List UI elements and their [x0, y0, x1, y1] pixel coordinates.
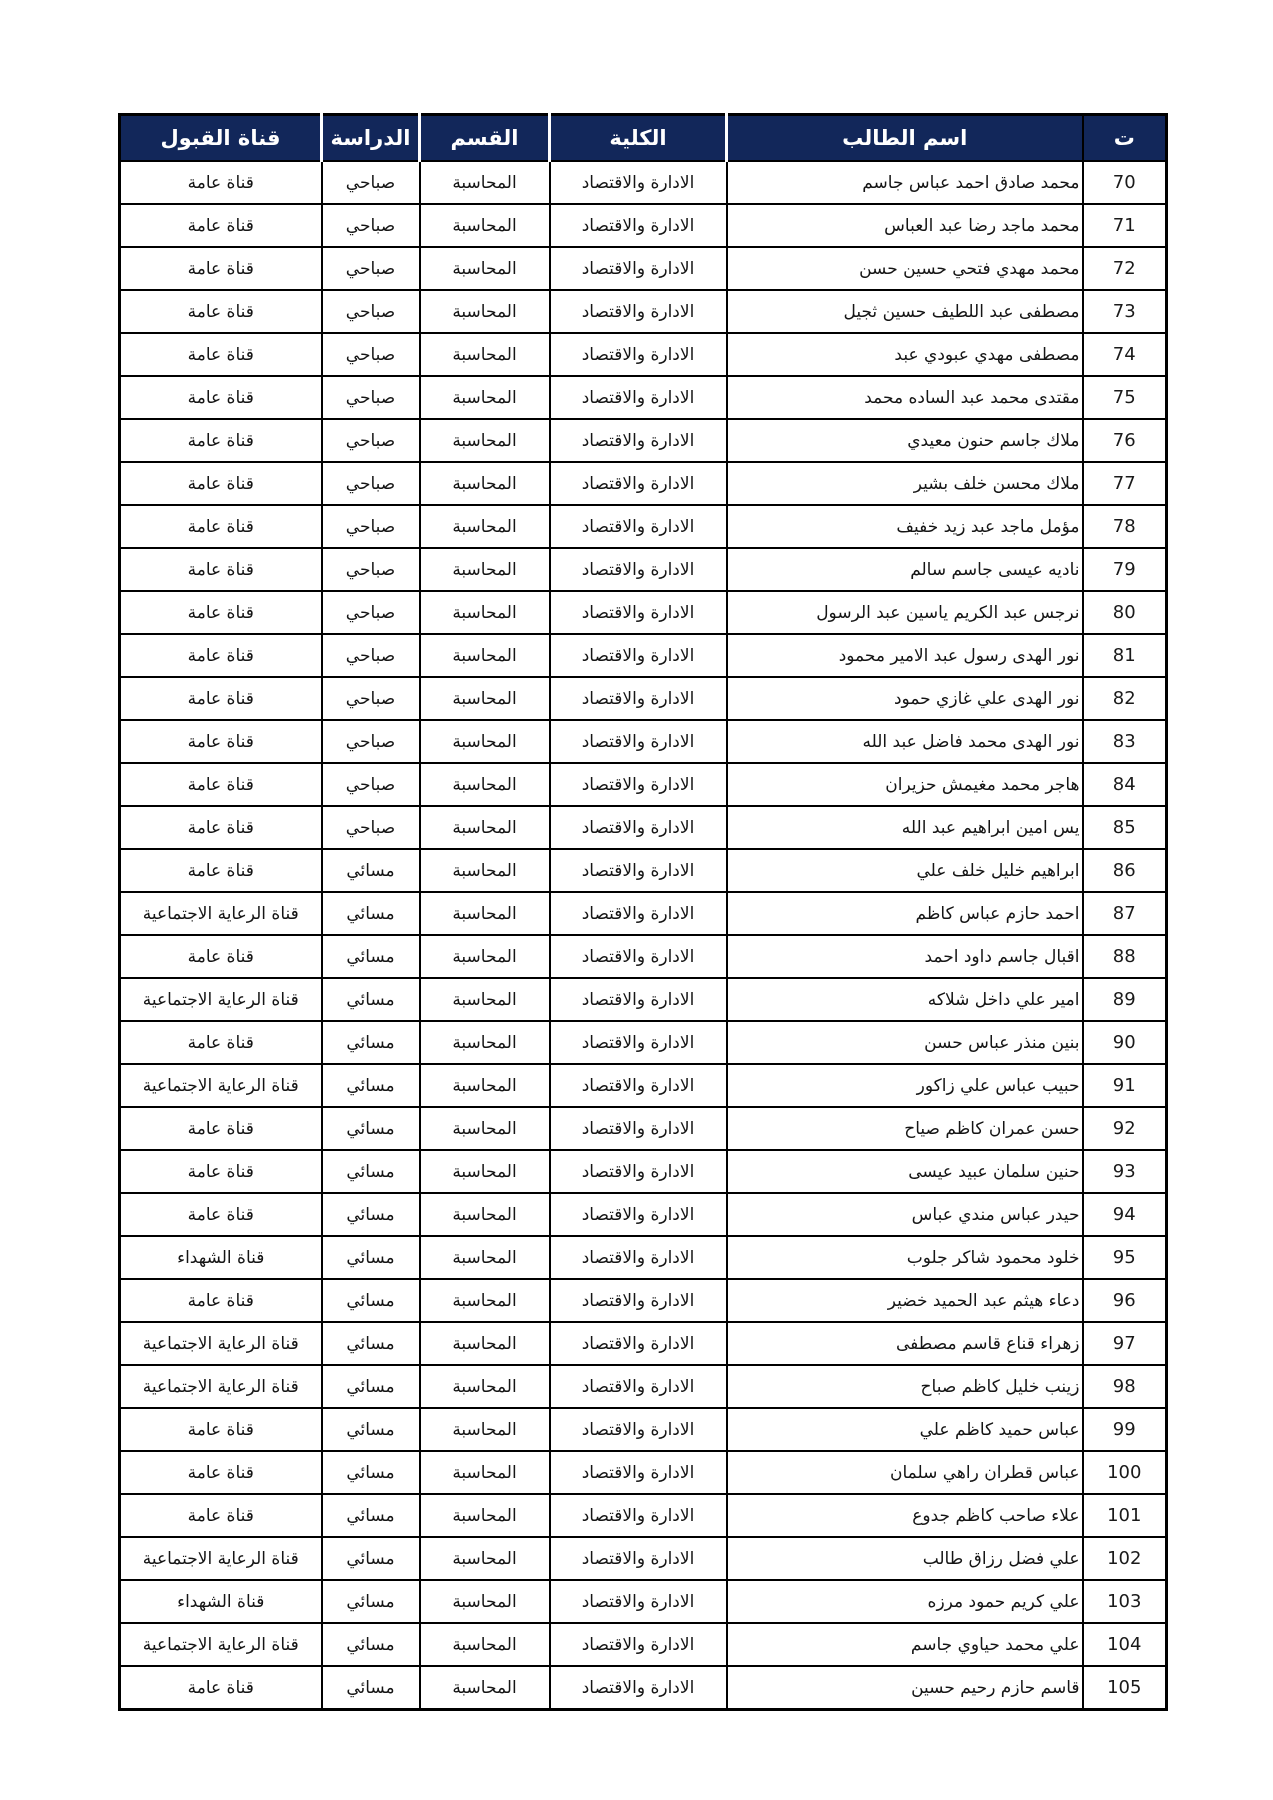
cell-study: مسائي	[322, 1107, 420, 1150]
table-row	[120, 978, 1167, 1021]
table-row	[120, 1408, 1167, 1451]
cell-study: صباحي	[322, 763, 420, 806]
cell-college: الادارة والاقتصاد	[550, 1666, 727, 1710]
cell-college: الادارة والاقتصاد	[550, 1236, 727, 1279]
cell-no: 95	[1083, 1236, 1167, 1279]
cell-study: مسائي	[322, 1322, 420, 1365]
cell-department: المحاسبة	[420, 204, 550, 247]
table-row	[120, 1236, 1167, 1279]
cell-admission-channel: قناة عامة	[120, 376, 322, 419]
cell-study: مسائي	[322, 978, 420, 1021]
cell-no: 96	[1083, 1279, 1167, 1322]
cell-college: الادارة والاقتصاد	[550, 333, 727, 376]
cell-college: الادارة والاقتصاد	[550, 1365, 727, 1408]
cell-student-name: ملاك جاسم حنون معيدي	[727, 419, 1083, 462]
cell-admission-channel: قناة عامة	[120, 1193, 322, 1236]
cell-college: الادارة والاقتصاد	[550, 1193, 727, 1236]
cell-study: مسائي	[322, 1279, 420, 1322]
cell-no: 105	[1083, 1666, 1167, 1710]
cell-study: صباحي	[322, 634, 420, 677]
cell-student-name: حنين سلمان عبيد عيسى	[727, 1150, 1083, 1193]
cell-department: المحاسبة	[420, 1107, 550, 1150]
cell-student-name: مقتدى محمد عبد الساده محمد	[727, 376, 1083, 419]
cell-study: مسائي	[322, 1537, 420, 1580]
cell-department: المحاسبة	[420, 1021, 550, 1064]
table-row	[120, 1537, 1167, 1580]
cell-study: مسائي	[322, 1236, 420, 1279]
cell-department: المحاسبة	[420, 290, 550, 333]
cell-no: 82	[1083, 677, 1167, 720]
cell-college: الادارة والاقتصاد	[550, 462, 727, 505]
cell-department: المحاسبة	[420, 1666, 550, 1710]
cell-student-name: نرجس عبد الكريم ياسين عبد الرسول	[727, 591, 1083, 634]
cell-study: مسائي	[322, 1365, 420, 1408]
cell-department: المحاسبة	[420, 505, 550, 548]
cell-admission-channel: قناة الرعاية الاجتماعية	[120, 1064, 322, 1107]
column-header-no: ت	[1083, 115, 1167, 162]
cell-department: المحاسبة	[420, 591, 550, 634]
cell-college: الادارة والاقتصاد	[550, 419, 727, 462]
cell-department: المحاسبة	[420, 1193, 550, 1236]
column-header-department: القسم	[420, 115, 550, 162]
cell-no: 102	[1083, 1537, 1167, 1580]
cell-study: صباحي	[322, 376, 420, 419]
cell-department: المحاسبة	[420, 806, 550, 849]
cell-department: المحاسبة	[420, 462, 550, 505]
cell-department: المحاسبة	[420, 1623, 550, 1666]
cell-admission-channel: قناة عامة	[120, 462, 322, 505]
cell-student-name: مصطفى عبد اللطيف حسين ثجيل	[727, 290, 1083, 333]
cell-no: 91	[1083, 1064, 1167, 1107]
cell-college: الادارة والاقتصاد	[550, 1580, 727, 1623]
cell-department: المحاسبة	[420, 1236, 550, 1279]
cell-student-name: نور الهدى علي غازي حمود	[727, 677, 1083, 720]
cell-no: 89	[1083, 978, 1167, 1021]
cell-admission-channel: قناة عامة	[120, 419, 322, 462]
cell-college: الادارة والاقتصاد	[550, 161, 727, 204]
table-row	[120, 290, 1167, 333]
cell-no: 85	[1083, 806, 1167, 849]
cell-college: الادارة والاقتصاد	[550, 634, 727, 677]
cell-admission-channel: قناة الرعاية الاجتماعية	[120, 1623, 322, 1666]
cell-student-name: قاسم حازم رحيم حسين	[727, 1666, 1083, 1710]
cell-student-name: علي كريم حمود مرزه	[727, 1580, 1083, 1623]
cell-student-name: ابراهيم خليل خلف علي	[727, 849, 1083, 892]
cell-admission-channel: قناة عامة	[120, 634, 322, 677]
cell-student-name: دعاء هيثم عبد الحميد خضير	[727, 1279, 1083, 1322]
cell-student-name: نور الهدى محمد فاضل عبد الله	[727, 720, 1083, 763]
table-row	[120, 849, 1167, 892]
table-row	[120, 806, 1167, 849]
cell-study: مسائي	[322, 1451, 420, 1494]
cell-no: 104	[1083, 1623, 1167, 1666]
cell-student-name: زينب خليل كاظم صباح	[727, 1365, 1083, 1408]
cell-study: مسائي	[322, 1193, 420, 1236]
cell-college: الادارة والاقتصاد	[550, 1279, 727, 1322]
cell-study: مسائي	[322, 849, 420, 892]
cell-student-name: عباس حميد كاظم علي	[727, 1408, 1083, 1451]
cell-no: 90	[1083, 1021, 1167, 1064]
cell-study: مسائي	[322, 1666, 420, 1710]
cell-college: الادارة والاقتصاد	[550, 591, 727, 634]
cell-college: الادارة والاقتصاد	[550, 548, 727, 591]
cell-admission-channel: قناة الرعاية الاجتماعية	[120, 1322, 322, 1365]
cell-student-name: حسن عمران كاظم صياح	[727, 1107, 1083, 1150]
cell-no: 84	[1083, 763, 1167, 806]
cell-no: 79	[1083, 548, 1167, 591]
cell-study: مسائي	[322, 935, 420, 978]
cell-college: الادارة والاقتصاد	[550, 1494, 727, 1537]
cell-admission-channel: قناة الرعاية الاجتماعية	[120, 978, 322, 1021]
cell-department: المحاسبة	[420, 1365, 550, 1408]
cell-student-name: يس امين ابراهيم عبد الله	[727, 806, 1083, 849]
cell-study: صباحي	[322, 290, 420, 333]
cell-student-name: حيدر عباس مندي عباس	[727, 1193, 1083, 1236]
cell-department: المحاسبة	[420, 849, 550, 892]
cell-student-name: مؤمل ماجد عبد زيد خفيف	[727, 505, 1083, 548]
cell-college: الادارة والاقتصاد	[550, 1150, 727, 1193]
cell-study: مسائي	[322, 1408, 420, 1451]
table-row	[120, 1365, 1167, 1408]
cell-student-name: زهراء قناع قاسم مصطفى	[727, 1322, 1083, 1365]
cell-study: صباحي	[322, 161, 420, 204]
cell-study: صباحي	[322, 720, 420, 763]
table-row	[120, 548, 1167, 591]
cell-student-name: بنين منذر عباس حسن	[727, 1021, 1083, 1064]
cell-no: 77	[1083, 462, 1167, 505]
cell-department: المحاسبة	[420, 1279, 550, 1322]
table-row	[120, 591, 1167, 634]
cell-study: صباحي	[322, 204, 420, 247]
table-row	[120, 1193, 1167, 1236]
cell-study: صباحي	[322, 462, 420, 505]
cell-department: المحاسبة	[420, 161, 550, 204]
cell-no: 70	[1083, 161, 1167, 204]
cell-no: 88	[1083, 935, 1167, 978]
cell-admission-channel: قناة عامة	[120, 204, 322, 247]
cell-department: المحاسبة	[420, 419, 550, 462]
cell-no: 86	[1083, 849, 1167, 892]
cell-department: المحاسبة	[420, 1451, 550, 1494]
cell-admission-channel: قناة الرعاية الاجتماعية	[120, 1365, 322, 1408]
cell-college: الادارة والاقتصاد	[550, 978, 727, 1021]
table-row	[120, 720, 1167, 763]
cell-admission-channel: قناة عامة	[120, 333, 322, 376]
cell-admission-channel: قناة عامة	[120, 806, 322, 849]
cell-study: صباحي	[322, 419, 420, 462]
table-row	[120, 677, 1167, 720]
cell-department: المحاسبة	[420, 935, 550, 978]
cell-student-name: امير علي داخل شلاكه	[727, 978, 1083, 1021]
cell-no: 72	[1083, 247, 1167, 290]
cell-department: المحاسبة	[420, 1064, 550, 1107]
table-row	[120, 1279, 1167, 1322]
cell-admission-channel: قناة عامة	[120, 1494, 322, 1537]
cell-no: 92	[1083, 1107, 1167, 1150]
cell-admission-channel: قناة عامة	[120, 677, 322, 720]
cell-college: الادارة والاقتصاد	[550, 892, 727, 935]
cell-no: 76	[1083, 419, 1167, 462]
cell-college: الادارة والاقتصاد	[550, 677, 727, 720]
table-row	[120, 247, 1167, 290]
table-row	[120, 935, 1167, 978]
cell-department: المحاسبة	[420, 1322, 550, 1365]
cell-admission-channel: قناة عامة	[120, 161, 322, 204]
cell-college: الادارة والاقتصاد	[550, 1107, 727, 1150]
table-row	[120, 1107, 1167, 1150]
table-row	[120, 1322, 1167, 1365]
cell-admission-channel: قناة عامة	[120, 849, 322, 892]
cell-no: 73	[1083, 290, 1167, 333]
cell-no: 101	[1083, 1494, 1167, 1537]
cell-study: مسائي	[322, 1021, 420, 1064]
cell-admission-channel: قناة عامة	[120, 935, 322, 978]
cell-college: الادارة والاقتصاد	[550, 849, 727, 892]
cell-admission-channel: قناة عامة	[120, 1451, 322, 1494]
cell-study: مسائي	[322, 1150, 420, 1193]
cell-no: 97	[1083, 1322, 1167, 1365]
cell-study: صباحي	[322, 505, 420, 548]
table-row	[120, 1451, 1167, 1494]
table-row	[120, 462, 1167, 505]
cell-college: الادارة والاقتصاد	[550, 505, 727, 548]
cell-college: الادارة والاقتصاد	[550, 1322, 727, 1365]
cell-department: المحاسبة	[420, 634, 550, 677]
cell-department: المحاسبة	[420, 1150, 550, 1193]
cell-study: صباحي	[322, 806, 420, 849]
cell-student-name: علي محمد حياوي جاسم	[727, 1623, 1083, 1666]
cell-college: الادارة والاقتصاد	[550, 720, 727, 763]
cell-no: 81	[1083, 634, 1167, 677]
table-row	[120, 1150, 1167, 1193]
cell-admission-channel: قناة عامة	[120, 1408, 322, 1451]
table-row	[120, 161, 1167, 204]
column-header-study: الدراسة	[322, 115, 420, 162]
cell-college: الادارة والاقتصاد	[550, 376, 727, 419]
column-header-student-name: اسم الطالب	[727, 115, 1083, 162]
cell-study: مسائي	[322, 1064, 420, 1107]
cell-no: 87	[1083, 892, 1167, 935]
cell-no: 78	[1083, 505, 1167, 548]
table-row	[120, 333, 1167, 376]
cell-college: الادارة والاقتصاد	[550, 1064, 727, 1107]
table-row	[120, 1580, 1167, 1623]
cell-no: 93	[1083, 1150, 1167, 1193]
cell-study: صباحي	[322, 677, 420, 720]
cell-student-name: اقبال جاسم داود احمد	[727, 935, 1083, 978]
table-row	[120, 634, 1167, 677]
table-row	[120, 376, 1167, 419]
cell-college: الادارة والاقتصاد	[550, 806, 727, 849]
cell-student-name: مصطفى مهدي عبودي عبد	[727, 333, 1083, 376]
table-row	[120, 505, 1167, 548]
cell-study: صباحي	[322, 333, 420, 376]
cell-department: المحاسبة	[420, 1494, 550, 1537]
cell-admission-channel: قناة عامة	[120, 1021, 322, 1064]
cell-study: صباحي	[322, 548, 420, 591]
cell-department: المحاسبة	[420, 763, 550, 806]
cell-department: المحاسبة	[420, 1408, 550, 1451]
cell-student-name: احمد حازم عباس كاظم	[727, 892, 1083, 935]
cell-student-name: محمد صادق احمد عباس جاسم	[727, 161, 1083, 204]
cell-admission-channel: قناة عامة	[120, 290, 322, 333]
cell-student-name: ملاك محسن خلف بشير	[727, 462, 1083, 505]
cell-college: الادارة والاقتصاد	[550, 1021, 727, 1064]
cell-admission-channel: قناة عامة	[120, 763, 322, 806]
cell-no: 74	[1083, 333, 1167, 376]
cell-student-name: هاجر محمد مغيمش حزيران	[727, 763, 1083, 806]
cell-admission-channel: قناة عامة	[120, 505, 322, 548]
cell-no: 75	[1083, 376, 1167, 419]
cell-study: مسائي	[322, 892, 420, 935]
cell-study: مسائي	[322, 1494, 420, 1537]
cell-study: مسائي	[322, 1580, 420, 1623]
cell-admission-channel: قناة عامة	[120, 247, 322, 290]
header-row	[120, 115, 1167, 162]
cell-admission-channel: قناة عامة	[120, 1279, 322, 1322]
column-header-admission-channel: قناة القبول	[120, 115, 322, 162]
cell-student-name: خلود محمود شاكر جلوب	[727, 1236, 1083, 1279]
cell-student-name: محمد مهدي فتحي حسين حسن	[727, 247, 1083, 290]
cell-student-name: علاء صاحب كاظم جدوع	[727, 1494, 1083, 1537]
table-body	[120, 161, 1167, 1710]
table-row	[120, 204, 1167, 247]
cell-department: المحاسبة	[420, 1537, 550, 1580]
cell-no: 94	[1083, 1193, 1167, 1236]
cell-department: المحاسبة	[420, 247, 550, 290]
cell-no: 98	[1083, 1365, 1167, 1408]
cell-no: 99	[1083, 1408, 1167, 1451]
cell-no: 100	[1083, 1451, 1167, 1494]
cell-department: المحاسبة	[420, 720, 550, 763]
cell-study: مسائي	[322, 1623, 420, 1666]
cell-department: المحاسبة	[420, 333, 550, 376]
cell-college: الادارة والاقتصاد	[550, 763, 727, 806]
cell-college: الادارة والاقتصاد	[550, 935, 727, 978]
cell-admission-channel: قناة الشهداء	[120, 1580, 322, 1623]
cell-admission-channel: قناة عامة	[120, 548, 322, 591]
cell-study: صباحي	[322, 591, 420, 634]
table-row	[120, 1494, 1167, 1537]
cell-college: الادارة والاقتصاد	[550, 204, 727, 247]
cell-student-name: حبيب عباس علي زاكور	[727, 1064, 1083, 1107]
cell-college: الادارة والاقتصاد	[550, 1451, 727, 1494]
cell-department: المحاسبة	[420, 892, 550, 935]
cell-college: الادارة والاقتصاد	[550, 290, 727, 333]
cell-college: الادارة والاقتصاد	[550, 247, 727, 290]
cell-admission-channel: قناة الشهداء	[120, 1236, 322, 1279]
cell-department: المحاسبة	[420, 978, 550, 1021]
cell-admission-channel: قناة عامة	[120, 1107, 322, 1150]
cell-admission-channel: قناة الرعاية الاجتماعية	[120, 892, 322, 935]
table-row	[120, 419, 1167, 462]
cell-admission-channel: قناة عامة	[120, 591, 322, 634]
cell-admission-channel: قناة عامة	[120, 1150, 322, 1193]
cell-department: المحاسبة	[420, 376, 550, 419]
cell-student-name: علي فضل رزاق طالب	[727, 1537, 1083, 1580]
cell-no: 80	[1083, 591, 1167, 634]
cell-no: 83	[1083, 720, 1167, 763]
column-header-college: الكلية	[550, 115, 727, 162]
table-row	[120, 892, 1167, 935]
cell-study: صباحي	[322, 247, 420, 290]
cell-no: 103	[1083, 1580, 1167, 1623]
cell-student-name: عباس قطران راهي سلمان	[727, 1451, 1083, 1494]
cell-department: المحاسبة	[420, 677, 550, 720]
table-row	[120, 1064, 1167, 1107]
table-row	[120, 1623, 1167, 1666]
cell-department: المحاسبة	[420, 548, 550, 591]
cell-admission-channel: قناة عامة	[120, 720, 322, 763]
cell-college: الادارة والاقتصاد	[550, 1623, 727, 1666]
cell-student-name: نور الهدى رسول عبد الامير محمود	[727, 634, 1083, 677]
cell-admission-channel: قناة عامة	[120, 1666, 322, 1710]
students-table	[118, 113, 1168, 1711]
cell-college: الادارة والاقتصاد	[550, 1408, 727, 1451]
cell-student-name: محمد ماجد رضا عبد العباس	[727, 204, 1083, 247]
table-row	[120, 1021, 1167, 1064]
cell-no: 71	[1083, 204, 1167, 247]
cell-college: الادارة والاقتصاد	[550, 1537, 727, 1580]
table-row	[120, 763, 1167, 806]
cell-admission-channel: قناة الرعاية الاجتماعية	[120, 1537, 322, 1580]
cell-student-name: ناديه عيسى جاسم سالم	[727, 548, 1083, 591]
cell-department: المحاسبة	[420, 1580, 550, 1623]
table-row	[120, 1666, 1167, 1710]
